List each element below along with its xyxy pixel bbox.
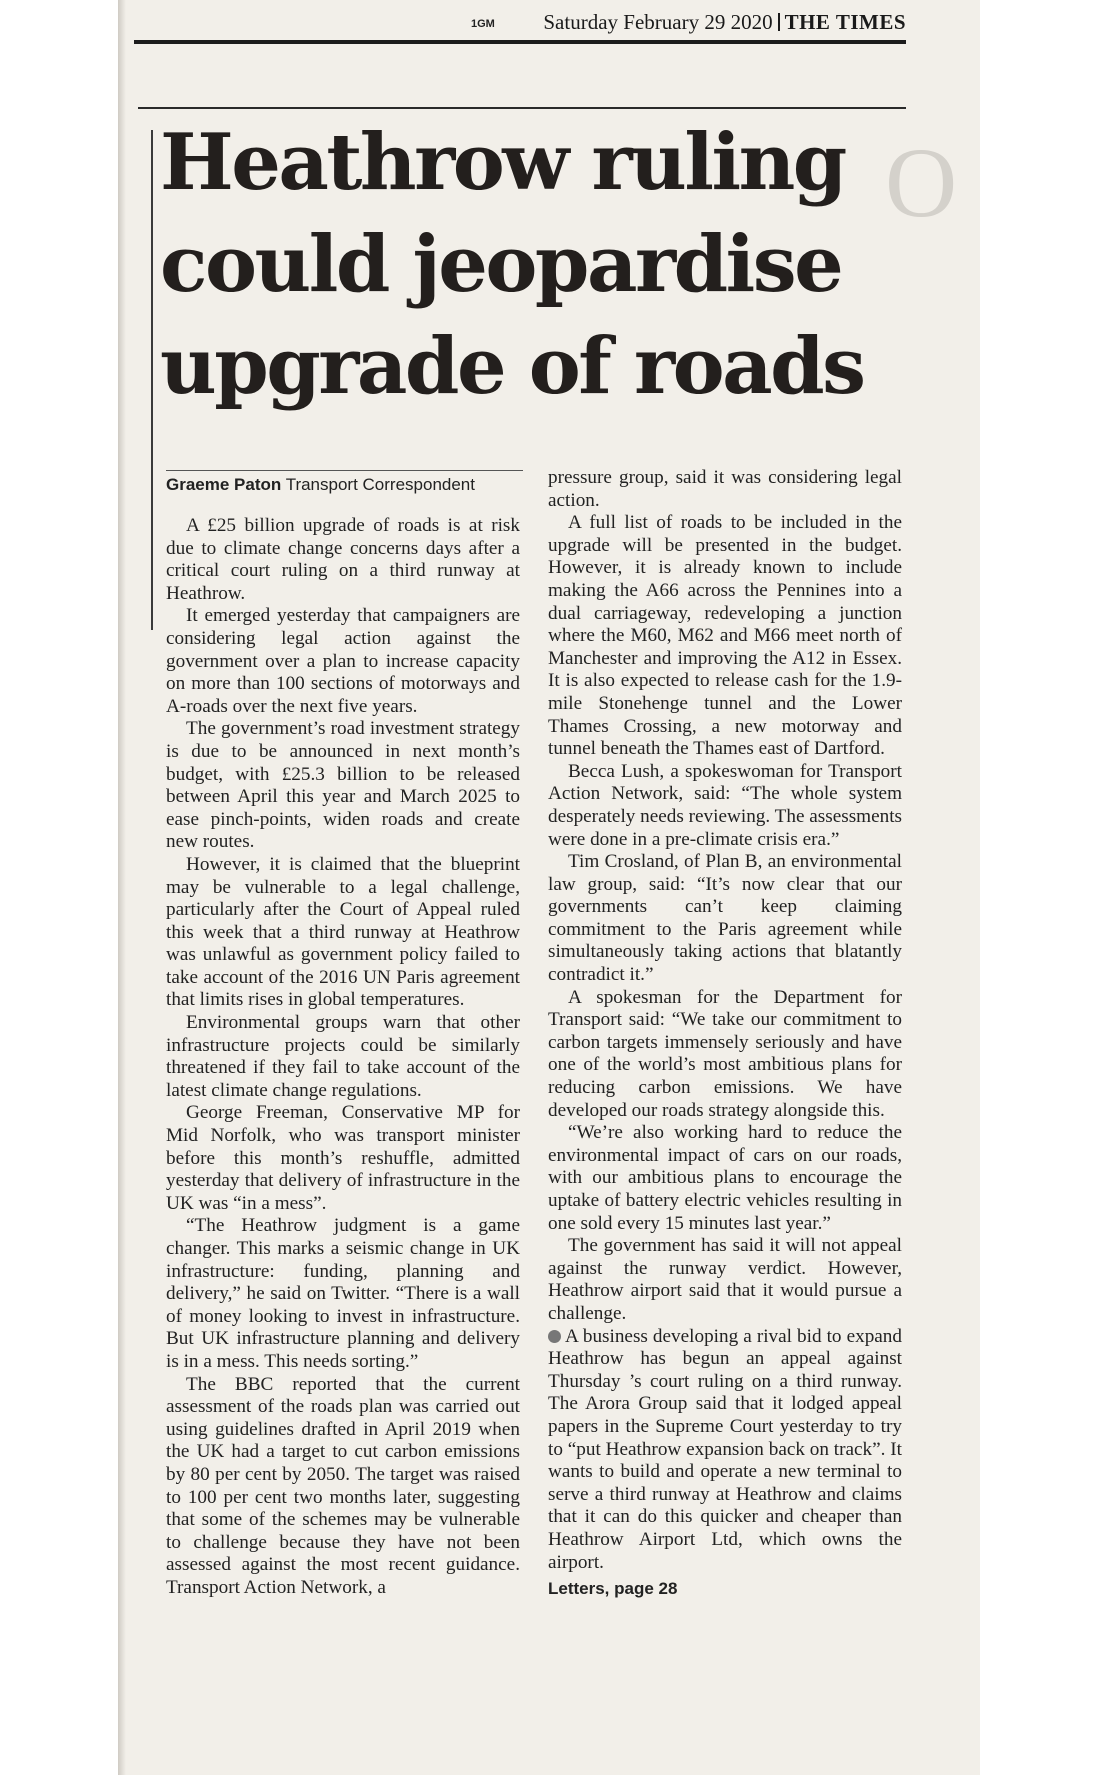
bullet-dot-icon — [548, 1330, 561, 1343]
paragraph: The government’s road investment strategy is due to be announced in next month’s budget, with £25.3 billion to be released between April this year and March 2025 to ease pinch-points, widen roads and create new routes. — [166, 718, 520, 853]
paragraph: “We’re also working hard to reduce the environmental impact of cars on our roads, with our ambitious plans to encourage the uptake of battery electric vehicles resulting in one sold every 15 minutes last year.” — [548, 1122, 902, 1234]
bullet-paragraph — [548, 1326, 902, 1575]
article-column-1 — [166, 515, 520, 1600]
paragraph: It emerged yesterday that campaigners are considering legal action against the government over a plan to increase capacity on more than 100 sections of motorways and A-roads over the next five years. — [166, 605, 520, 717]
paragraph: A spokesman for the Department for Transport said: “We take our commitment to carbon targets immensely seriously and have one of the world’s most ambitious plans for reducing carbon emissions. We have developed our roads strategy alongside this. — [548, 986, 902, 1121]
byline-role: Transport Correspondent — [285, 475, 475, 494]
masthead-separator — [778, 13, 780, 31]
newspaper-name: THE TIMES — [784, 10, 906, 34]
clipping-edge-shadow — [118, 0, 126, 1775]
edition-code: 1GM — [471, 18, 495, 30]
paragraph: The government has said it will not appeal against the runway verdict. However, Heathrow airport said that it would pursue a challenge. — [548, 1235, 902, 1324]
headline: Heathrow ruling could jeopardise upgrade of roads — [160, 117, 864, 412]
masthead — [134, 8, 906, 44]
byline — [166, 475, 475, 495]
article-top-rule — [138, 107, 906, 109]
paragraph-continuation: pressure group, said it was considering legal action. — [548, 467, 902, 511]
article-side-rule — [151, 130, 153, 630]
paragraph: Becca Lush, a spokeswoman for Transport Action Network, said: “The whole system desperately needs reviewing. The assessments were done in a pre-climate crisis era.” — [548, 760, 902, 850]
paragraph: Tim Crosland, of Plan B, an environmental law group, said: “It’s now clear that our governments can’t keep claiming commitment to the Paris agreement while simultaneously taking actions that blatantly contradict it.” — [548, 851, 902, 986]
paragraph: A full list of roads to be included in the upgrade will be presented in the budget. However, it is already known to include making the A66 across the Pennines into a dual carriageway, redeveloping a junction where the M60, M62 and M66 meet north of Manchester and improving the A12 in Essex. It is also expected to release cash for the 1.9-mile Stonehenge tunnel and the Lower Thames Crossing, a new motorway and tunnel beneath the Thames east of Dartford. — [548, 512, 902, 760]
paragraph: Environmental groups warn that other infrastructure projects could be similarly threatened if they fail to take account of the latest climate change regulations. — [166, 1012, 520, 1101]
masthead-dateline — [543, 10, 906, 35]
article-column-2 — [548, 467, 902, 1601]
bleed-through-text: O — [885, 127, 958, 238]
issue-date: Saturday February 29 2020 — [543, 10, 773, 34]
paragraph: The BBC reported that the current assessment of the roads plan was carried out using guidelines drafted in April 2019 when the UK had a target to cut carbon emissions by 80 per cent by 2050. The target was raised to 100 per cent two months later, suggesting that some of the schemes may be vulnerable to challenge because they have not been assessed against the most recent guidance. Transport Action Network, a — [166, 1373, 520, 1598]
byline-rule — [166, 470, 523, 471]
paragraph: A £25 billion upgrade of roads is at risk due to climate change concerns days after a critical court ruling on a third runway at Heathrow. — [166, 515, 520, 604]
cross-reference: Letters, page 28 — [548, 1579, 678, 1599]
paragraph: “The Heathrow judgment is a game changer. This marks a seismic change in UK infrastructure: funding, planning and delivery,” he said on Twitter. “There is a wall of money looking to invest in infrastructure. But UK infrastructure planning and delivery is in a mess. This needs sorting.” — [166, 1215, 520, 1372]
bullet-text: A business developing a rival bid to expand Heathrow has begun an appeal against Thursday ’s court ruling on a third runway. The Arora Group said that it lodged appeal papers in the Supreme Court yesterday to try to “put Heathrow expansion back on track”. It wants to build and operate a new terminal to serve a third runway at Heathrow and claims that it can do this quicker and cheaper than Heathrow Airport Ltd, which owns the airport. — [548, 1325, 902, 1573]
byline-author: Graeme Paton — [166, 475, 282, 494]
paragraph: However, it is claimed that the blueprint may be vulnerable to a legal challenge, particularly after the Court of Appeal ruled this week that a third runway at Heathrow was unlawful as government policy failed to take account of the 2016 UN Paris agreement that limits rises in global temperatures. — [166, 853, 520, 1011]
paragraph: George Freeman, Conservative MP for Mid Norfolk, who was transport minister before this month’s reshuffle, admitted yesterday that delivery of infrastructure in the UK was “in a mess”. — [166, 1102, 520, 1214]
